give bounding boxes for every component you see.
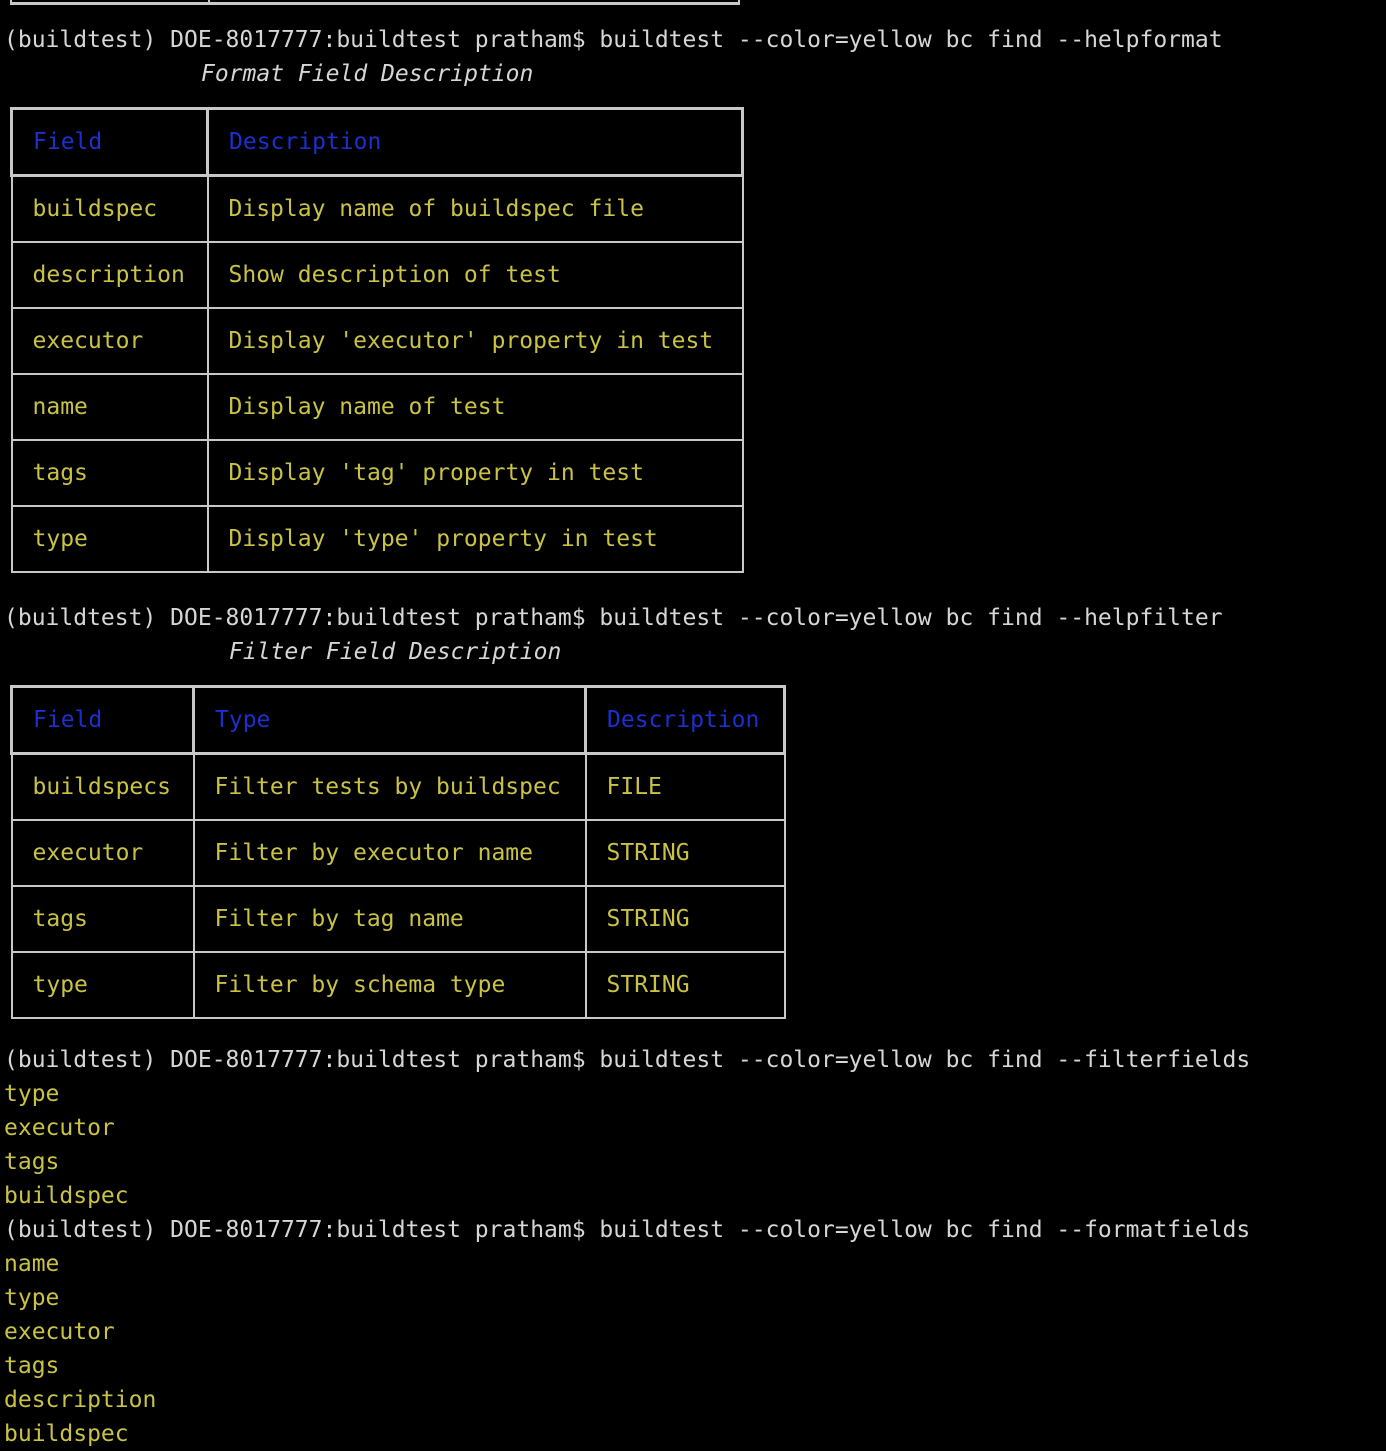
output-line: type (4, 1081, 60, 1107)
header-description: Description (208, 109, 743, 176)
table-row (12, 308, 743, 374)
table-header-row (12, 109, 743, 176)
cell-field: type (12, 506, 208, 572)
table-row (12, 374, 743, 440)
cell-field: tags (12, 886, 194, 952)
output-line: executor (4, 1319, 115, 1345)
cell-field: executor (12, 820, 194, 886)
cell-field: tags (12, 440, 208, 506)
table-row (12, 242, 743, 308)
cell-description: Display name of test (208, 374, 743, 440)
previous-table-bottom-border (10, 0, 740, 5)
filter-table-caption: Filter Field Description (229, 639, 562, 665)
command-line-filterfields: (buildtest) DOE-8017777:buildtest pratham$ buildtest --color=yellow bc find --filterfields (4, 1047, 1251, 1073)
cell-field: executor (12, 308, 208, 374)
table-row (12, 176, 743, 243)
output-line: buildspec (4, 1421, 129, 1447)
output-line: tags (4, 1353, 60, 1379)
table-row (12, 506, 743, 572)
cell-description: STRING (586, 952, 785, 1018)
cell-description: Display 'tag' property in test (208, 440, 743, 506)
output-line: tags (4, 1149, 60, 1175)
output-line: name (4, 1251, 60, 1277)
format-field-table (10, 107, 744, 573)
output-line: description (4, 1387, 157, 1413)
output-line: executor (4, 1115, 115, 1141)
output-line: type (4, 1285, 60, 1311)
cell-description: STRING (586, 820, 785, 886)
cell-description: STRING (586, 886, 785, 952)
cell-field: type (12, 952, 194, 1018)
cell-field: name (12, 374, 208, 440)
cell-field: description (12, 242, 208, 308)
table-header-row (12, 687, 785, 754)
cell-type: Filter by tag name (194, 886, 586, 952)
cell-description: Display 'type' property in test (208, 506, 743, 572)
table-row (12, 440, 743, 506)
cell-type: Filter by schema type (194, 952, 586, 1018)
command-line-formatfields: (buildtest) DOE-8017777:buildtest pratham$ buildtest --color=yellow bc find --formatfields (4, 1217, 1251, 1243)
cell-description: Display name of buildspec file (208, 176, 743, 243)
cell-description: Show description of test (208, 242, 743, 308)
header-description: Description (586, 687, 785, 754)
table-row (12, 886, 785, 952)
output-line: buildspec (4, 1183, 129, 1209)
cell-type: Filter tests by buildspec (194, 754, 586, 821)
cell-field: buildspecs (12, 754, 194, 821)
filter-field-table (10, 685, 786, 1019)
command-line-helpfilter: (buildtest) DOE-8017777:buildtest pratham$ buildtest --color=yellow bc find --helpfilter (4, 605, 1223, 631)
header-field: Field (12, 687, 194, 754)
cell-field: buildspec (12, 176, 208, 243)
command-line-helpformat: (buildtest) DOE-8017777:buildtest pratham$ buildtest --color=yellow bc find --helpformat (4, 27, 1223, 53)
header-type: Type (194, 687, 586, 754)
cell-description: Display 'executor' property in test (208, 308, 743, 374)
format-table-caption: Format Field Description (201, 61, 534, 87)
table-row (12, 754, 785, 821)
cell-type: Filter by executor name (194, 820, 586, 886)
table-row (12, 952, 785, 1018)
cell-description: FILE (586, 754, 785, 821)
header-field: Field (12, 109, 208, 176)
table-row (12, 820, 785, 886)
